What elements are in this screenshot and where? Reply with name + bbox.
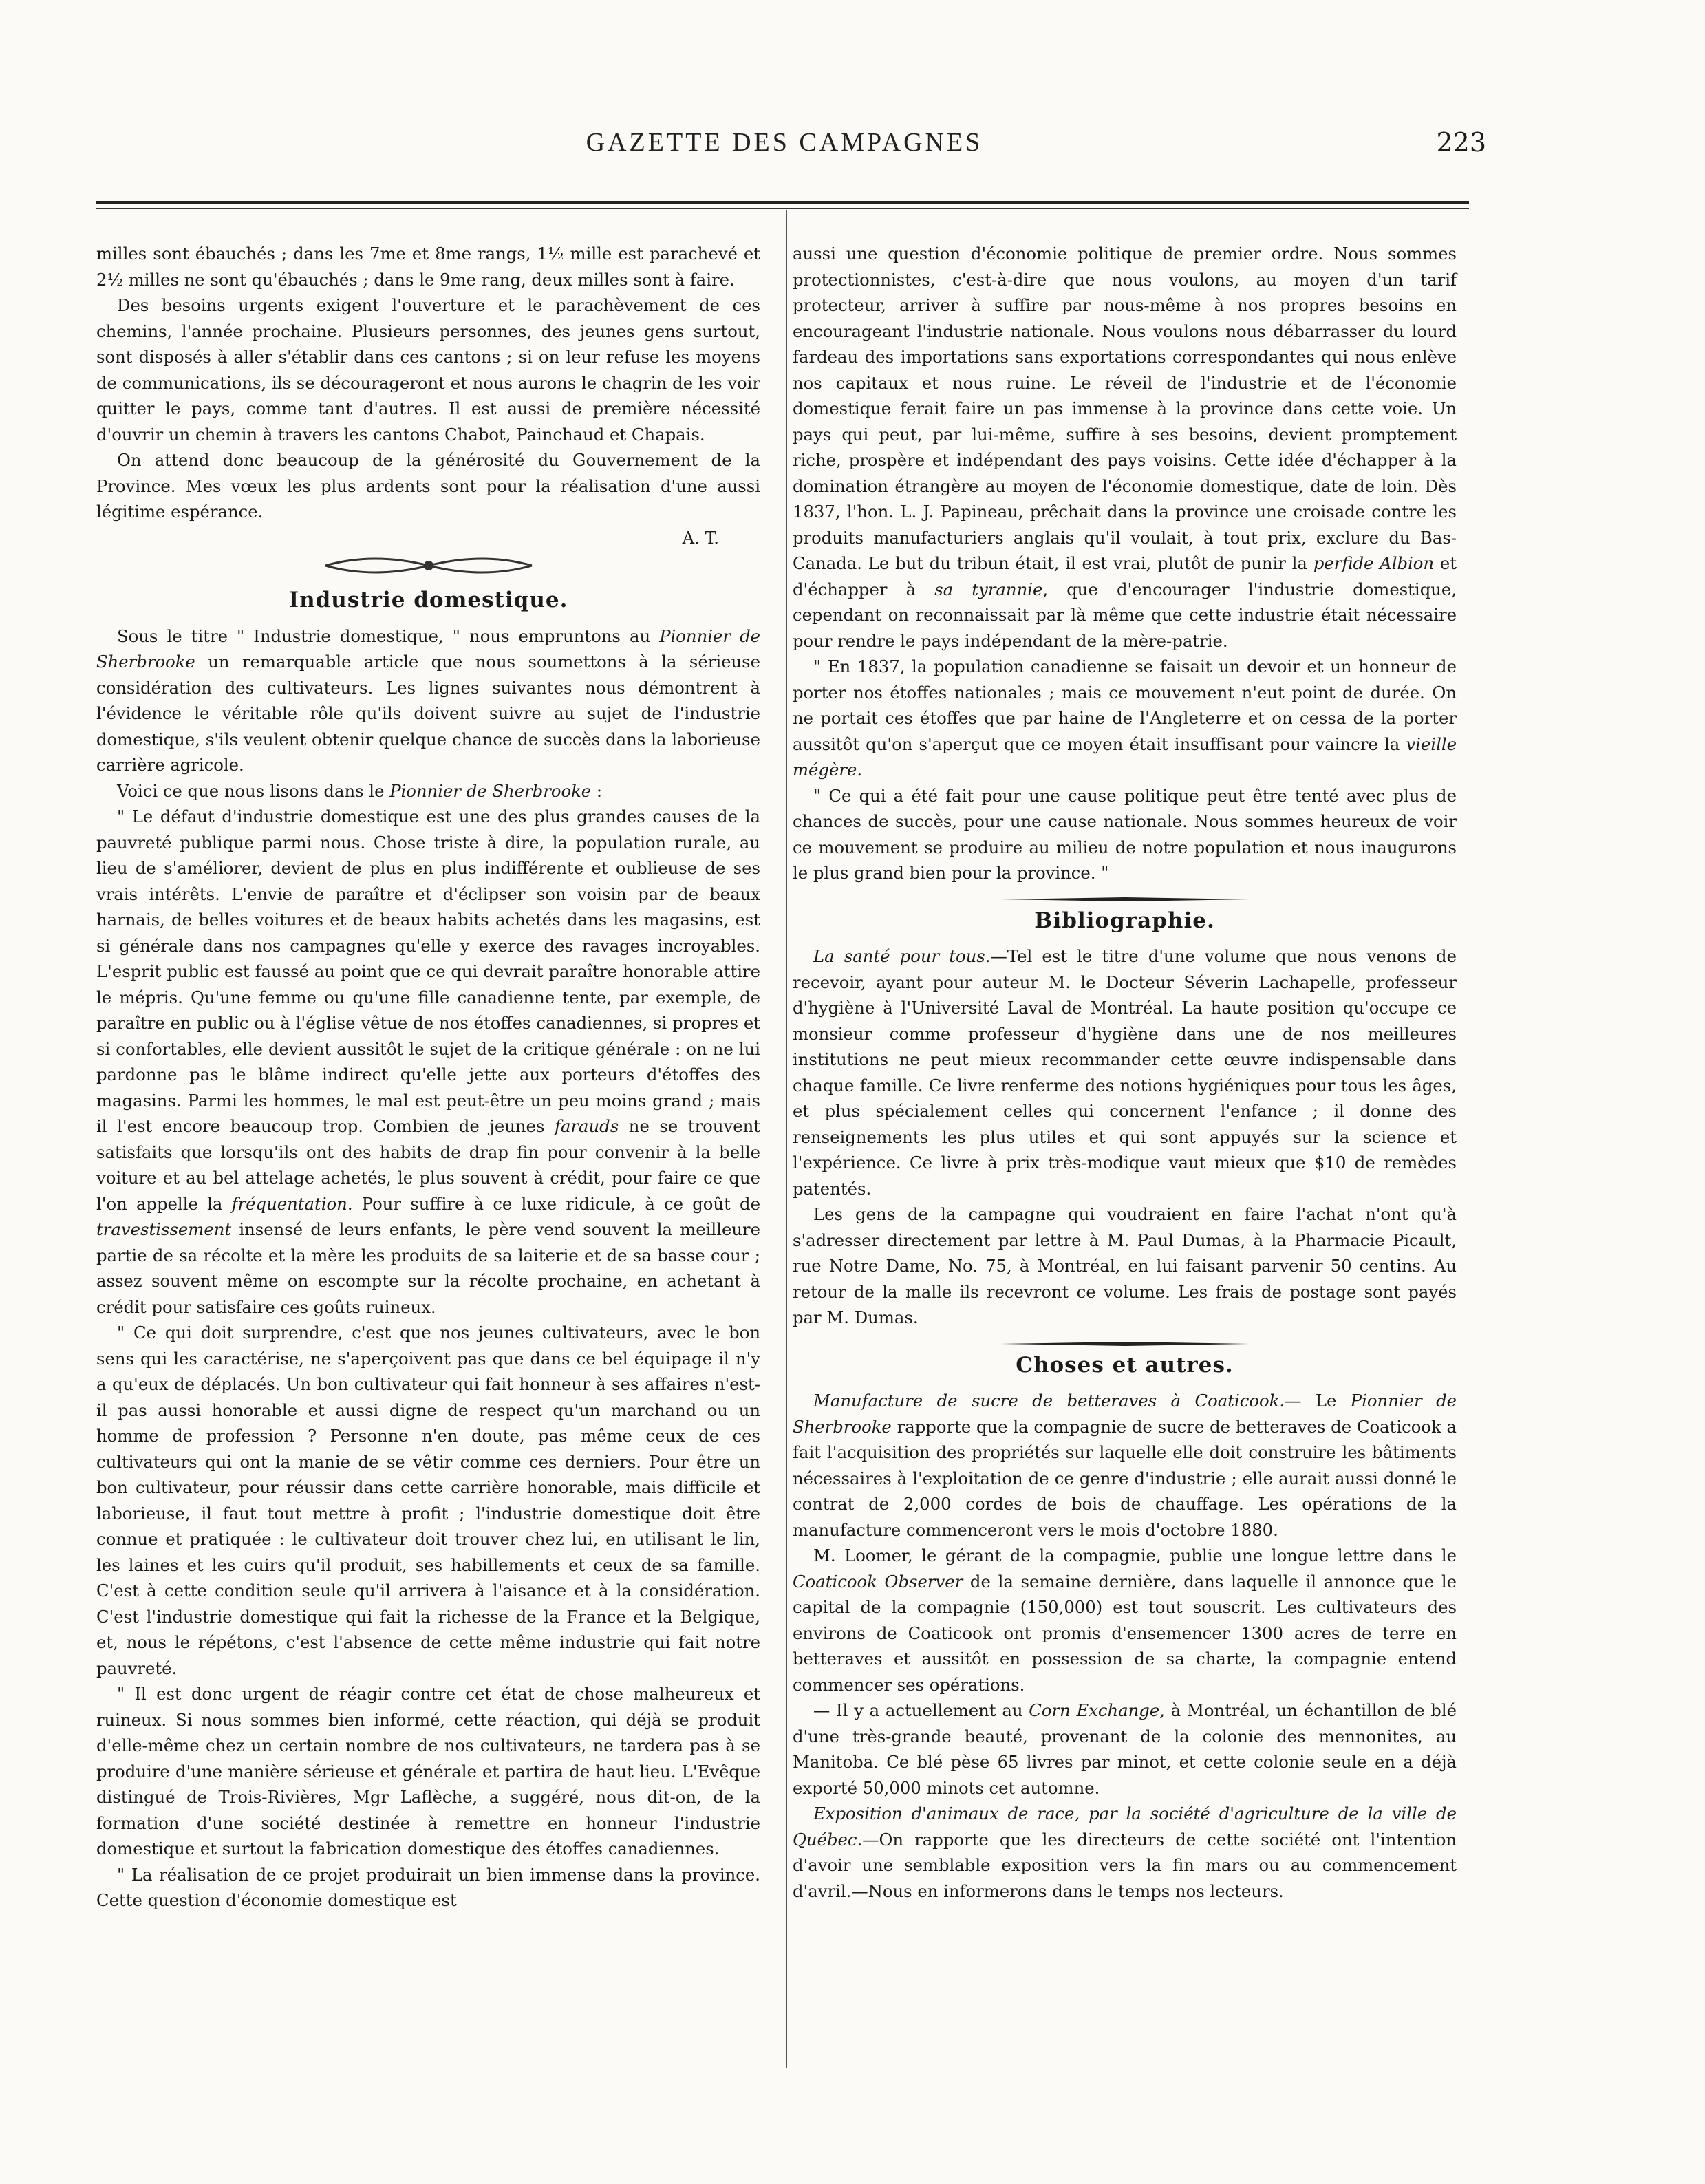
section-divider [1001,1342,1249,1346]
paragraph: Des besoins urgents exigent l'ouverture et le parachèvement de ces chemins, l'année prochaine. Plusieurs personnes, des jeunes gens surtout, sont disposés à aller s'établir dans ces cantons ; si on leur refuse les moyens de communications, ils se décourageront et nous aurons le chagrin de les voir quitter le pays, comme tant d'autres. Il est aussi de première nécessité d'ouvrir un chemin à travers les cantons Chabot, Painchaud et Chapais. [96,295,760,445]
page-header [96,127,1486,169]
text: ne se trouvent satisfaits que lorsqu'ils ont des habits de drap fin pour convenir à la belle voiture et au bel attelage achetés, le plus souvent à crédit, pour faire ce que l'on appelle la [96,1116,761,1214]
text: : [591,780,603,801]
column-divider [786,210,787,2068]
left-column [96,241,760,1914]
italic-word: fréquentation [231,1193,347,1214]
paragraph [96,804,760,1320]
publication-name: Pionnier de Sherbrooke [793,1391,1457,1437]
article-title: Manufacture de sucre de betteraves à Coaticook. [813,1391,1285,1411]
italic-word: Corn Exchange [1029,1700,1160,1720]
section-heading-bibliographie: Bibliographie. [1034,908,1215,933]
publication-name: Pionnier de Sherbrooke [96,625,760,672]
paragraph [793,1698,1457,1801]
text: M. Loomer, le gérant de la compagnie, publie une longue lettre dans le [813,1545,1457,1565]
text: Voici ce que nous lisons dans le [117,780,390,801]
text: insensé de leurs enfants, le père vend souvent la meilleure partie de sa récolte et la mère les produits de sa laiterie et de sa basse cour ; assez souvent même on escompte sur la récolte prochaine, en achetant à crédit pour satisfaire ces goûts ruineux. [96,1219,760,1317]
text: Sous le titre " Industrie domestique, " nous empruntons au [117,625,660,646]
italic-word: farauds [554,1116,619,1136]
italic-word: perfide Albion [1313,553,1435,573]
section-divider [1001,897,1249,901]
text: un remarquable article que nous soumettons à la sérieuse considération des cultivateurs. Les lignes suivantes nous démontrent à l'évidence le véritable rôle qu'ils doivent suivre au sujet de l'industrie domestique, s'ils veulent obtenir quelque chance de succès dans la laborieuse carrière agricole. [96,652,760,775]
article-title: Exposition d'animaux de race, par la société d'agriculture de la ville de Québec. [793,1803,1457,1850]
text: —On rapporte que les directeurs de cette société ont l'intention d'avoir une semblable exposition vers la fin mars ou au commencement d'avril.—Nous en informerons dans le temps nos lecteurs. [793,1829,1457,1901]
book-title: La santé pour tous [813,946,985,966]
paragraph [793,1801,1457,1904]
italic-word: travestissement [96,1219,232,1239]
text: et d'échapper à [793,553,1457,599]
header-rule-thin [96,208,1469,209]
paragraph: " La réalisation de ce projet produirait un bien immense dans la province. Cette question d'économie domestique est [96,1864,760,1910]
text: rapporte que la compagnie de sucre de betteraves de Coaticook a fait l'acquisition des propriétés sur laquelle elle doit construire les bâtiments nécessaires à l'exploitation de ce genre d'industrie ; elle aurait aussi donné le contrat de 2,000 cordes de bois de chauffage. Les opérations de la manufacture commenceront vers le mois d'octobre 1880. [793,1416,1457,1540]
page-title: GAZETTE DES CAMPAGNES [586,128,983,157]
paragraph [96,623,760,778]
right-column [793,241,1457,1904]
paragraph: " Ce qui a été fait pour une cause politique peut être tenté avec plus de chances de succès, pour une cause nationale. Nous sommes heureux de voir ce mouvement se produire au milieu de notre population et nous inaugurons le plus grand bien pour la province. " [793,785,1457,883]
publication-name: Pionnier de Sherbrooke [389,780,592,801]
text: , que d'encourager l'industrie domestique, cependant on reconnaissait par là même que cette industrie était nécessaire pour rendre le pays indépendant de la mère-patrie. [793,579,1457,651]
paragraph: On attend donc beaucoup de la générosité du Gouvernement de la Province. Mes vœux les plus ardents sont pour la réalisation d'une aussi légitime espérance. [96,450,760,522]
paragraph: milles sont ébauchés ; dans les 7me et 8me rangs, 1½ mille est parachevé et 2½ milles ne sont qu'ébauchés ; dans le 9me rang, deux milles sont à faire. [96,244,760,290]
paragraph [793,1388,1457,1543]
text: de la semaine dernière, dans laquelle il annonce que le capital de la compagnie (150,000) est tout souscrit. Les cultivateurs des environs de Coaticook ont promis d'ensemencer 1300 acres de terre en betteraves et aussitôt en possession de sa charte, la compagnie entend commencer ses opérations. [793,1571,1457,1695]
paragraph [96,778,760,804]
text: " Le défaut d'industrie domestique est une des plus grandes causes de la pauvreté publique parmi nous. Chose triste à dire, la population rurale, au lieu de s'améliorer, devient de plus en plus indifférente et oublieuse de ses vrais intérêts. L'envie de paraître et d'éclipser son voisin par de beaux harnais, de belles voitures et de beaux habits achetés dans les magasins, est si générale dans nos campagnes qu'elle y exerce des ravages incroyables. L'esprit public est faussé au point que ce qui devrait paraître honorable attire le mépris. Qu'une femme ou qu'une fille canadienne tente, par exemple, de paraître en public ou à l'église vêtue de nos étoffes canadiennes, si propres et si confortables, elle devient aussitôt le sujet de la critique générale : on ne lui pardonne pas le blâme indirect qu'elle jette aux porteurs d'étoffes des magasins. Parmi les hommes, le mal est peut-être un peu moins grand ; mais il l'est encore beaucoup trop. Combien de jeunes [96,806,760,1136]
publication-name: Coaticook Observer [793,1571,963,1592]
text: . [857,760,863,780]
paragraph: Les gens de la campagne qui voudraient en faire l'achat n'ont qu'à s'adresser directement par lettre à M. Paul Dumas, à la Pharmacie Picault, rue Notre Dame, No. 75, à Montréal, en lui faisant parvenir 50 centins. Au retour de la malle ils recevront ce volume. Les frais de postage sont payés par M. Dumas. [793,1204,1457,1327]
text: " En 1837, la population canadienne se faisait un devoir et un honneur de porter nos étoffes nationales ; mais ce mouvement n'eut point de durée. On ne portait ces étoffes que par haine de l'Angleterre et on cessa de la porter aussitôt qu'on s'aperçut que ce moyen était insuffisant pour vaincre la [793,656,1457,754]
italic-word: sa tyrannie [934,579,1043,599]
paragraph [793,654,1457,783]
section-heading-choses: Choses et autres. [1016,1352,1234,1378]
signature: A. T. [682,527,719,548]
section-heading: Industrie domestique. [288,588,568,612]
ornament-divider [96,550,760,581]
text: — Il y a actuellement au [813,1700,1029,1720]
paragraph: " Ce qui doit surprendre, c'est que nos jeunes cultivateurs, avec le bon sens qui les caractérise, ne s'aperçoivent pas que dans ce bel équipage il n'y a qu'eux de déplacés. Un bon cultivateur qui fait honneur à ses affaires n'est-il pas aussi honorable et aussi digne de respect qu'un marchand ou un homme de profession ? Personne n'en doute, pas même ceux de ces cultivateurs qui ont la manie de se vêtir comme ces derniers. Pour être un bon cultivateur, pour réussir dans cette carrière honorable, mais difficile et laborieuse, il faut tout mettre à profit ; l'industrie domestique doit être connue et pratiquée : le cultivateur doit trouver chez lui, en utilisant le lin, les laines et les cuirs qu'il produit, ses habillements et ceux de sa famille. C'est à cette condition seule qu'il arrivera à l'aisance et à la considération. C'est l'industrie domestique qui fait la richesse de la France et la Belgique, et, nous le répétons, c'est l'absence de cette même industrie qui fait notre pauvreté. [96,1323,760,1678]
text: aussi une question d'économie politique de premier ordre. Nous sommes protectionnistes, c'est-à-dire que nous voulons, au moyen d'un tarif protecteur, arriver à suffire par nous-même à nos propres besoins en encourageant l'industrie nationale. Nous voulons nous débarrasser du lourd fardeau des importations sans exportations correspondantes qui nous enlève nos capitaux et nous ruine. Le réveil de l'industrie et de l'économie domestique ferait faire un pas immense à la province dans cette voie. Un pays qui peut, par lui-même, suffire à ses besoins, devient promptement riche, prospère et indépendant des pays voisins. Cette idée d'échapper à la domination étrangère au moyen de l'économie domestique, date de loin. Dès 1837, l'hon. L. J. Papineau, prêchait dans la province une croisade contre les produits manufacturiers anglais qu'il voulait, à tout prix, exclure du Bas-Canada. Le but du tribun était, il est vrai, plutôt de punir la [793,244,1457,573]
paragraph [793,1543,1457,1698]
paragraph [793,943,1457,1201]
text: . Pour suffire à ce luxe ridicule, à ce goût de [347,1193,760,1214]
paragraph: " Il est donc urgent de réagir contre cet état de chose malheureux et ruineux. Si nous sommes bien informé, cette réaction, qui déjà se produit d'elle-même chez un certain nombre de nos cultivateurs, ne tardera pas à se produire d'une manière sérieuse et générale et partira de haut lieu. L'Evêque distingué de Trois-Rivières, Mgr Laflèche, a suggéré, nous dit-on, de la formation d'une société destinée à remettre en honneur l'industrie domestique et surtout la fabrication domestique des étoffes canadiennes. [96,1684,760,1859]
text: .—Tel est le titre d'une volume que nous venons de recevoir, ayant pour auteur M. le Docteur Séverin Lachapelle, professeur d'hygiène à l'Université Laval de Montréal. La haute position qu'occupe ce monsieur comme professeur d'hygiène dans une de nos meilleures institutions ne peut mieux recommander cette œuvre indispensable dans chaque famille. Ce livre renferme des notions hygiéniques pour tous les âges, et plus spécialement celles qui concernent l'enfance ; il donne des renseignements les plus utiles et qui sont appuyés sur la science et l'expérience. Ce livre à prix très-modique vaut mieux que $10 de remèdes patentés. [793,946,1457,1199]
page-number: 223 [1436,127,1486,158]
text: , à Montréal, un échantillon de blé d'une très-grande beauté, provenant de la colonie des mennonites, au Manitoba. Ce blé pèse 65 livres par minot, et cette colonie seule en a déjà exporté 50,000 minots cet automne. [793,1700,1457,1798]
header-rule-thick [96,201,1469,204]
paragraph [793,241,1457,654]
text: — Le [1285,1391,1351,1411]
italic-word: vieille mégère [793,734,1457,780]
